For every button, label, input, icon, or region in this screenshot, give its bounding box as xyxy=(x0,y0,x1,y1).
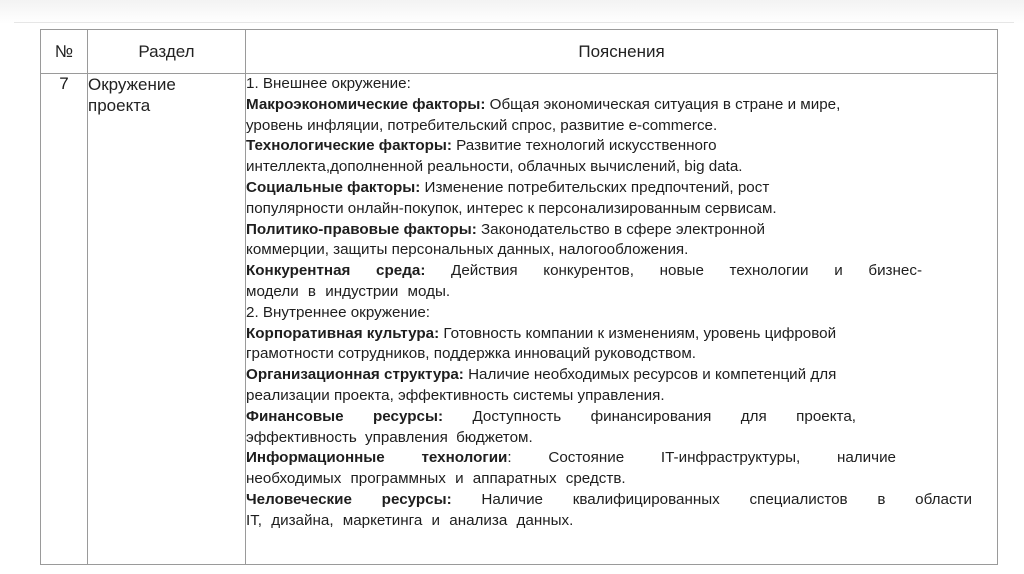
factor-text: Готовность компании к изменениям, уровень цифровой xyxy=(439,324,837,342)
factor-macro xyxy=(246,95,997,116)
factor-label: Политико-правовые факторы: xyxy=(246,220,477,238)
factor-text: Действия конкурентов, новые технологии и бизнес- xyxy=(425,262,922,280)
factor-label: Макроэкономические факторы: xyxy=(246,95,486,113)
factor-political xyxy=(246,220,997,241)
header-section: Раздел xyxy=(88,30,246,74)
factor-finance xyxy=(246,407,856,428)
factor-label: Технологические факторы: xyxy=(246,137,452,155)
factor-macro-cont: уровень инфляции, потребительский спрос, развитие e-commerce. xyxy=(246,116,718,134)
factor-corporate-cont: грамотности сотрудников, поддержка инноваций руководством. xyxy=(246,345,696,363)
factor-it xyxy=(246,448,896,469)
factor-text: Общая экономическая ситуация в стране и мире, xyxy=(485,95,841,113)
factor-it-cont: необходимых программных и аппаратных средств. xyxy=(246,470,626,488)
table-row xyxy=(41,74,998,565)
external-heading: 1. Внешнее окружение: xyxy=(246,75,411,92)
factor-label: Конкурентная среда: xyxy=(246,262,426,280)
factor-text: Доступность финансирования для проекта, xyxy=(443,407,856,425)
page-top-shadow xyxy=(0,0,1024,24)
header-notes: Пояснения xyxy=(246,30,998,74)
factor-tech xyxy=(246,136,997,157)
factor-organization xyxy=(246,365,997,386)
factor-tech-cont: интеллекта,дополненной реальности, облачных вычислений, big data. xyxy=(246,158,743,176)
project-table xyxy=(40,29,998,565)
factor-finance-cont: эффективность управления бюджетом. xyxy=(246,428,533,446)
row-section xyxy=(88,74,246,565)
table-header-row xyxy=(41,30,998,74)
row-notes xyxy=(246,74,998,565)
factor-organization-cont: реализации проекта, эффективность системы управления. xyxy=(246,386,665,404)
factor-text: Развитие технологий искусственного xyxy=(451,137,717,155)
factor-text: : Состояние IT-инфраструктуры, наличие xyxy=(507,449,897,467)
factor-label: Организационная структура: xyxy=(246,366,464,384)
factor-text: Наличие квалифицированных специалистов в области xyxy=(451,490,972,508)
factor-label: Корпоративная культура: xyxy=(246,324,440,342)
factor-label: Социальные факторы: xyxy=(246,178,421,196)
factor-competition xyxy=(246,261,922,282)
section-line-2: проекта xyxy=(88,96,151,115)
notes-text xyxy=(246,74,997,532)
section-line-1: Окружение xyxy=(88,75,176,94)
factor-competition-cont: модели в индустрии моды. xyxy=(246,282,451,300)
factor-political-cont: коммерции, защиты персональных данных, налогообложения. xyxy=(246,241,689,259)
factor-text: Законодательство в сфере электронной xyxy=(476,220,765,238)
factor-label: Финансовые ресурсы: xyxy=(246,407,444,425)
factor-text: Изменение потребительских предпочтений, рост xyxy=(420,178,770,196)
factor-text: Наличие необходимых ресурсов и компетенций для xyxy=(463,366,837,384)
factor-human xyxy=(246,490,972,511)
factor-corporate xyxy=(246,324,997,345)
factor-social xyxy=(246,178,997,199)
factor-human-cont: IT, дизайна, маркетинга и анализа данных. xyxy=(246,511,574,529)
row-number: 7 xyxy=(41,74,88,565)
factor-social-cont: популярности онлайн-покупок, интерес к персонализированным сервисам. xyxy=(246,199,777,217)
factor-label: Человеческие ресурсы: xyxy=(246,490,452,508)
header-num: № xyxy=(41,30,88,74)
factor-label: Информационные технологии xyxy=(246,449,508,467)
page-top-border xyxy=(14,22,1014,23)
internal-heading: 2. Внутреннее окружение: xyxy=(246,303,431,321)
